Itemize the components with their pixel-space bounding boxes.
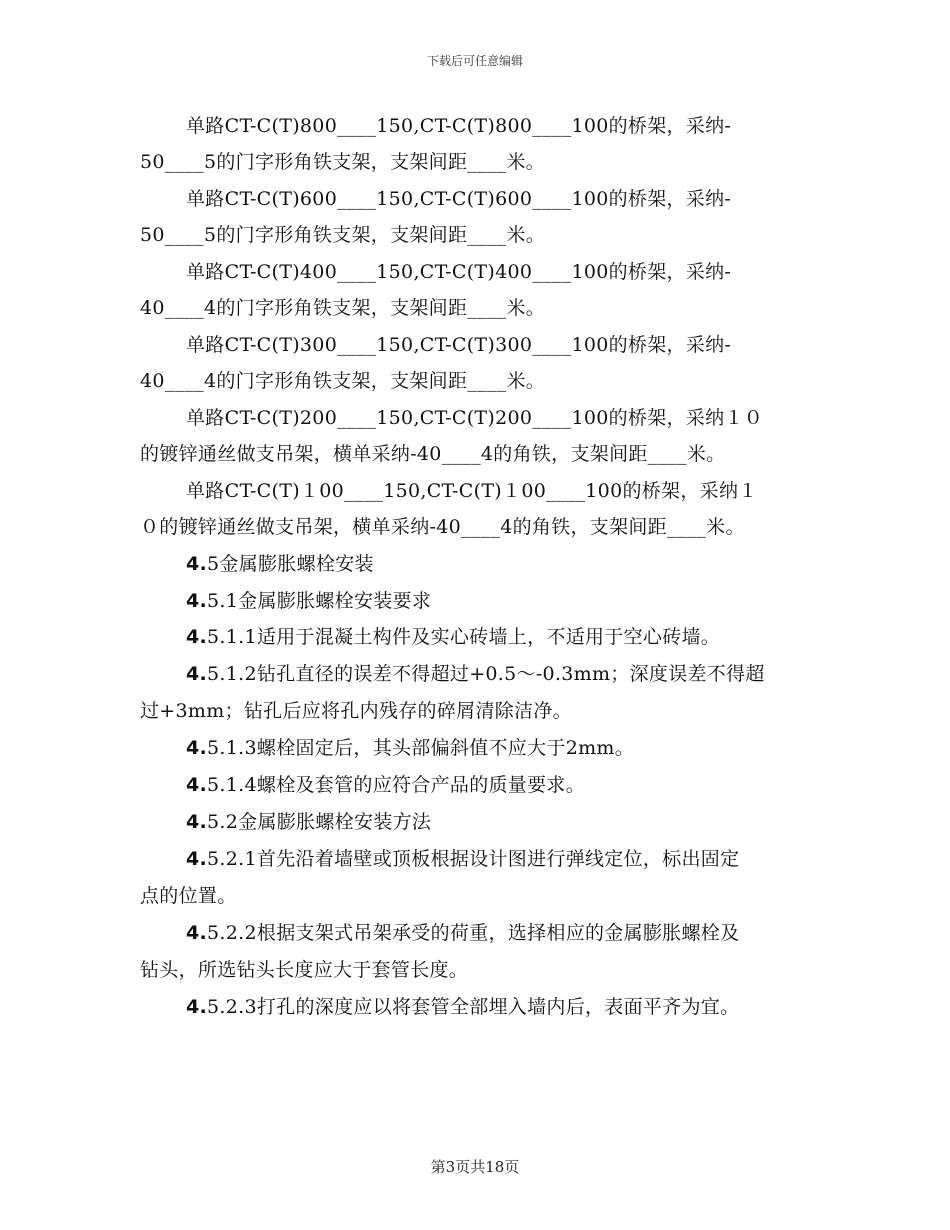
text-line	[186, 919, 866, 947]
text-line	[186, 258, 866, 286]
text-line	[186, 845, 866, 873]
text-line	[140, 513, 820, 541]
section-number: 4.	[186, 737, 208, 759]
line-text: 5.1金属膨胀螺栓安装要求	[207, 590, 432, 612]
line-text: 5.1.4螺栓及套管的应符合产品的质量要求。	[207, 774, 585, 796]
line-text: 点的位置。	[140, 885, 237, 907]
text-line	[186, 660, 866, 688]
text-line	[140, 367, 820, 395]
section-number: 4.	[186, 922, 208, 944]
text-line	[186, 550, 866, 578]
line-text: 过+3mm；钻孔后应将孔内残存的碎屑清除洁净。	[140, 700, 572, 722]
text-line	[140, 956, 820, 984]
text-line	[186, 623, 866, 651]
line-text: 单路CT-C(T)600____150,CT-C(T)600____100的桥架，采纳-	[186, 188, 732, 210]
section-number: 4.	[186, 626, 208, 648]
line-text: 50____5的门字形角铁支架，支架间距____米。	[140, 151, 546, 173]
line-text: 5.2.3打孔的深度应以将套管全部埋入墙内后，表面平齐为宜。	[207, 996, 740, 1018]
line-text: 单路CT-C(T)300____150,CT-C(T)300____100的桥架，采纳-	[186, 334, 732, 356]
text-line	[186, 993, 866, 1021]
text-line	[186, 185, 866, 213]
line-text: 5.2.1首先沿着墙壁或顶板根据设计图进行弹线定位，标出固定	[207, 848, 740, 870]
line-text: 40____4的门字形角铁支架，支架间距____米。	[140, 297, 546, 319]
text-line	[186, 808, 866, 836]
section-number: 4.	[186, 996, 208, 1018]
page-header: 下载后可任意编辑	[426, 54, 523, 68]
line-text: 5金属膨胀螺栓安装	[207, 553, 374, 575]
text-line	[140, 882, 820, 910]
line-text: 单路CT-C(T)１00____150,CT-C(T)１00____100的桥架，采纳１	[186, 480, 758, 502]
section-number: 4.	[186, 663, 208, 685]
text-line	[186, 112, 866, 140]
line-text: 5.1.3螺栓固定后，其头部偏斜值不应大于2mm。	[207, 737, 635, 759]
text-line	[186, 477, 866, 505]
line-text: 单路CT-C(T)200____150,CT-C(T)200____100的桥架，采纳１０	[186, 407, 764, 429]
line-text: 50____5的门字形角铁支架，支架间距____米。	[140, 224, 546, 246]
text-line	[140, 221, 820, 249]
line-text: 单路CT-C(T)800____150,CT-C(T)800____100的桥架，采纳-	[186, 115, 732, 137]
section-number: 4.	[186, 590, 208, 612]
text-line	[186, 734, 866, 762]
text-line	[140, 440, 820, 468]
line-text: ０的镀锌通丝做支吊架，横单采纳-40____4的角铁，支架间距____米。	[140, 516, 745, 538]
line-text: 钻头，所选钻头长度应大于套管长度。	[140, 959, 469, 981]
line-text: 5.2金属膨胀螺栓安装方法	[207, 811, 432, 833]
section-number: 4.	[186, 774, 208, 796]
page-footer: 第3页共18页	[430, 1158, 520, 1176]
text-line	[186, 771, 866, 799]
text-line	[186, 587, 866, 615]
line-text: 5.2.2根据支架式吊架承受的荷重，选择相应的金属膨胀螺栓及	[207, 922, 740, 944]
line-text: 5.1.2钻孔直径的误差不得超过+0.5～-0.3mm；深度误差不得超	[207, 663, 765, 685]
line-text: 5.1.1适用于混凝土构件及实心砖墙上，不适用于空心砖墙。	[207, 626, 721, 648]
section-number: 4.	[186, 811, 208, 833]
text-line	[186, 404, 866, 432]
line-text: 40____4的门字形角铁支架，支架间距____米。	[140, 370, 546, 392]
text-line	[140, 697, 820, 725]
text-line	[140, 148, 820, 176]
text-line	[140, 294, 820, 322]
section-number: 4.	[186, 848, 208, 870]
line-text: 的镀锌通丝做支吊架，横单采纳-40____4的角铁，支架间距____米。	[140, 443, 726, 465]
section-number: 4.	[186, 553, 208, 575]
line-text: 单路CT-C(T)400____150,CT-C(T)400____100的桥架，采纳-	[186, 261, 732, 283]
text-line	[186, 331, 866, 359]
